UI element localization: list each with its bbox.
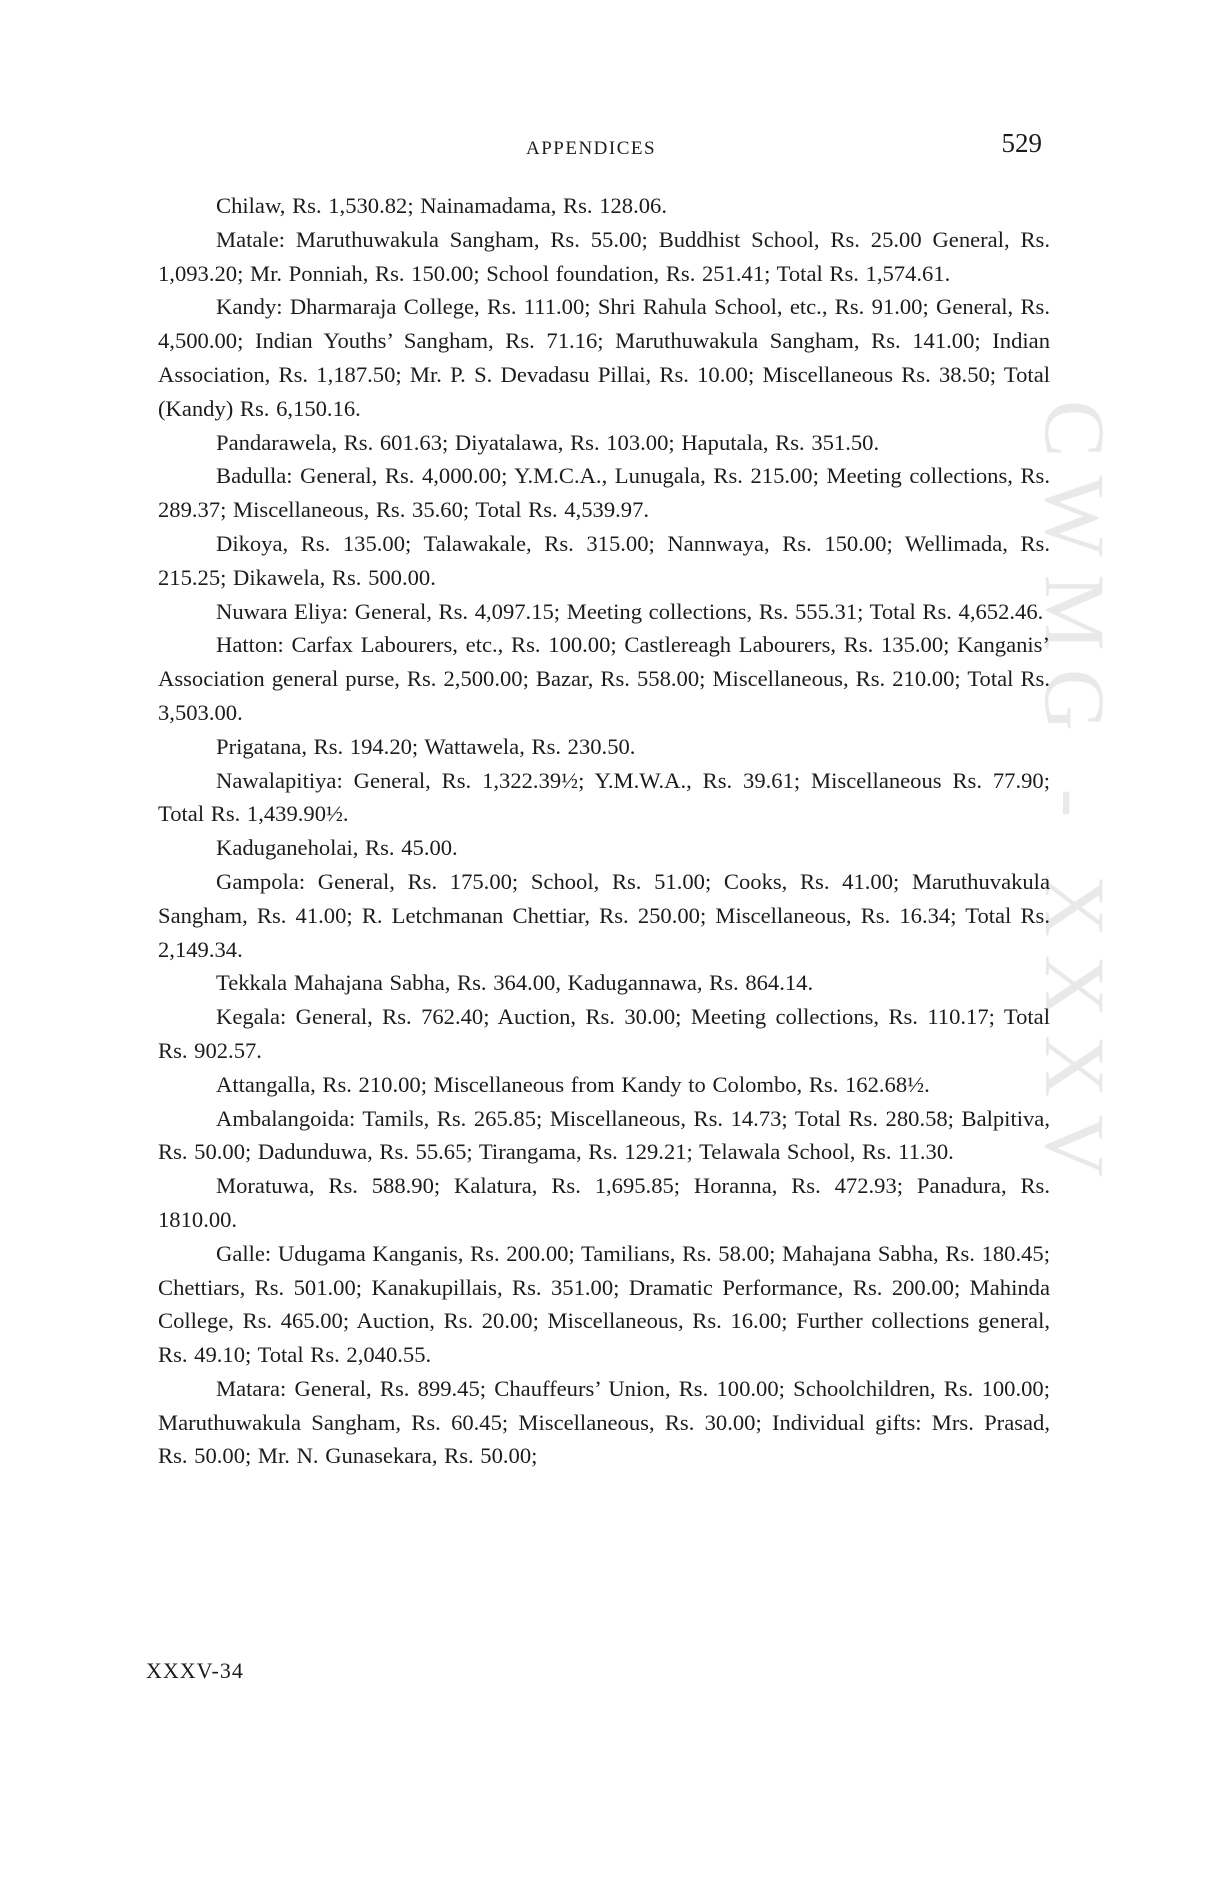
volume-watermark: CWMG - XXXV (1027, 400, 1123, 1196)
paragraph-kandy: Kandy: Dharmaraja College, Rs. 111.00; Shri Rahula School, etc., Rs. 91.00; General, Rs. 4,500.00; Indian Youths’ Sangham, Rs. 71.16; Maruthuwakula Sangham, Rs. 141.00; Indian Association, Rs. 1,187.50; Mr. P. S. Devadasu Pillai, Rs. 10.00; Miscellaneous Rs. 38.50; Total (Kandy) Rs. 6,150.16. (158, 294, 1050, 421)
paragraph-pandarawela: Pandarawela, Rs. 601.63; Diyatalawa, Rs. 103.00; Haputala, Rs. 351.50. (216, 429, 880, 455)
paragraph-gampola: Gampola: General, Rs. 175.00; School, Rs. 51.00; Cooks, Rs. 41.00; Maruthuvakula Sangham, Rs. 41.00; R. Letchmanan Chettiar, Rs. 250.00; Miscellaneous, Rs. 16.34; Total Rs. 2,149.34. (158, 868, 1050, 962)
paragraph-ambalangoida: Ambalangoida: Tamils, Rs. 265.85; Miscellaneous, Rs. 14.73; Total Rs. 280.58; Balpitiva, Rs. 50.00; Dadunduwa, Rs. 55.65; Tirangama, Rs. 129.21; Telawala School, Rs. 11.30. (158, 1105, 1050, 1165)
paragraph-dikoya: Dikoya, Rs. 135.00; Talawakale, Rs. 315.00; Nannwaya, Rs. 150.00; Wellimada, Rs. 215.25; Dikawela, Rs. 500.00. (158, 530, 1050, 590)
paragraph-hatton: Hatton: Carfax Labourers, etc., Rs. 100.00; Castlereagh Labourers, Rs. 135.00; Kanganis’ Association general purse, Rs. 2,500.00; Bazar, Rs. 558.00; Miscellaneous, Rs. 210.00; Total Rs. 3,503.00. (158, 632, 1050, 725)
paragraph-chilaw: Chilaw, Rs. 1,530.82; Nainamadama, Rs. 128.06. (216, 193, 667, 218)
paragraph-badulla: Badulla: General, Rs. 4,000.00; Y.M.C.A., Lunugala, Rs. 215.00; Meeting collections, Rs. 289.37; Miscellaneous, Rs. 35.60; Total Rs. 4,539.97. (158, 463, 1050, 523)
paragraph-kegala: Kegala: General, Rs. 762.40; Auction, Rs. 30.00; Meeting collections, Rs. 110.17; Total Rs. 902.57. (158, 1004, 1050, 1063)
paragraph-nawalapitiya: Nawalapitiya: General, Rs. 1,322.39½; Y.M.W.A., Rs. 39.61; Miscellaneous Rs. 77.90; Total Rs. 1,439.90½. (158, 767, 1050, 827)
running-head: APPENDICES (526, 138, 657, 159)
page-header (158, 128, 1050, 168)
paragraph-prigatana: Prigatana, Rs. 194.20; Wattawela, Rs. 230.50. (216, 733, 636, 759)
paragraph-galle: Galle: Udugama Kanganis, Rs. 200.00; Tamilians, Rs. 58.00; Mahajana Sabha, Rs. 180.45; Chettiars, Rs. 501.00; Kanakupillais, Rs. 351.00; Dramatic Performance, Rs. 200.00; Mahinda College, Rs. 465.00; Auction, Rs. 20.00; Miscellaneous, Rs. 16.00; Further collections general, Rs. 49.10; Total Rs. 2,040.55. (158, 1240, 1050, 1368)
paragraph-kaduganeholai: Kaduganeholai, Rs. 45.00. (216, 835, 458, 861)
page-number: 529 (1001, 128, 1042, 158)
paragraph-moratuwa: Moratuwa, Rs. 588.90; Kalatura, Rs. 1,695.85; Horanna, Rs. 472.93; Panadura, Rs. 1810.00. (158, 1173, 1050, 1232)
signature-mark: XXXV-34 (146, 1658, 244, 1683)
paragraph-matara: Matara: General, Rs. 899.45; Chauffeurs’ Union, Rs. 100.00; Schoolchildren, Rs. 100.00; Maruthuwakula Sangham, Rs. 60.45; Miscellaneous, Rs. 30.00; Individual gifts: Mrs. Prasad, Rs. 50.00; Mr. N. Gunasekara, Rs. 50.00; (158, 1375, 1050, 1469)
paragraph-nuwara-eliya: Nuwara Eliya: General, Rs. 4,097.15; Meeting collections, Rs. 555.31; Total Rs. 4,652.46. (216, 598, 1044, 624)
paragraph-attangalla: Attangalla, Rs. 210.00; Miscellaneous from Kandy to Colombo, Rs. 162.68½. (216, 1071, 930, 1097)
paragraph-matale: Matale: Maruthuwakula Sangham, Rs. 55.00; Buddhist School, Rs. 25.00 General, Rs. 1,093.20; Mr. Ponniah, Rs. 150.00; School foundation, Rs. 251.41; Total Rs. 1,574.61. (158, 226, 1050, 286)
body-text (158, 189, 1050, 1473)
paragraph-tekkala: Tekkala Mahajana Sabha, Rs. 364.00, Kadugannawa, Rs. 864.14. (216, 970, 814, 996)
